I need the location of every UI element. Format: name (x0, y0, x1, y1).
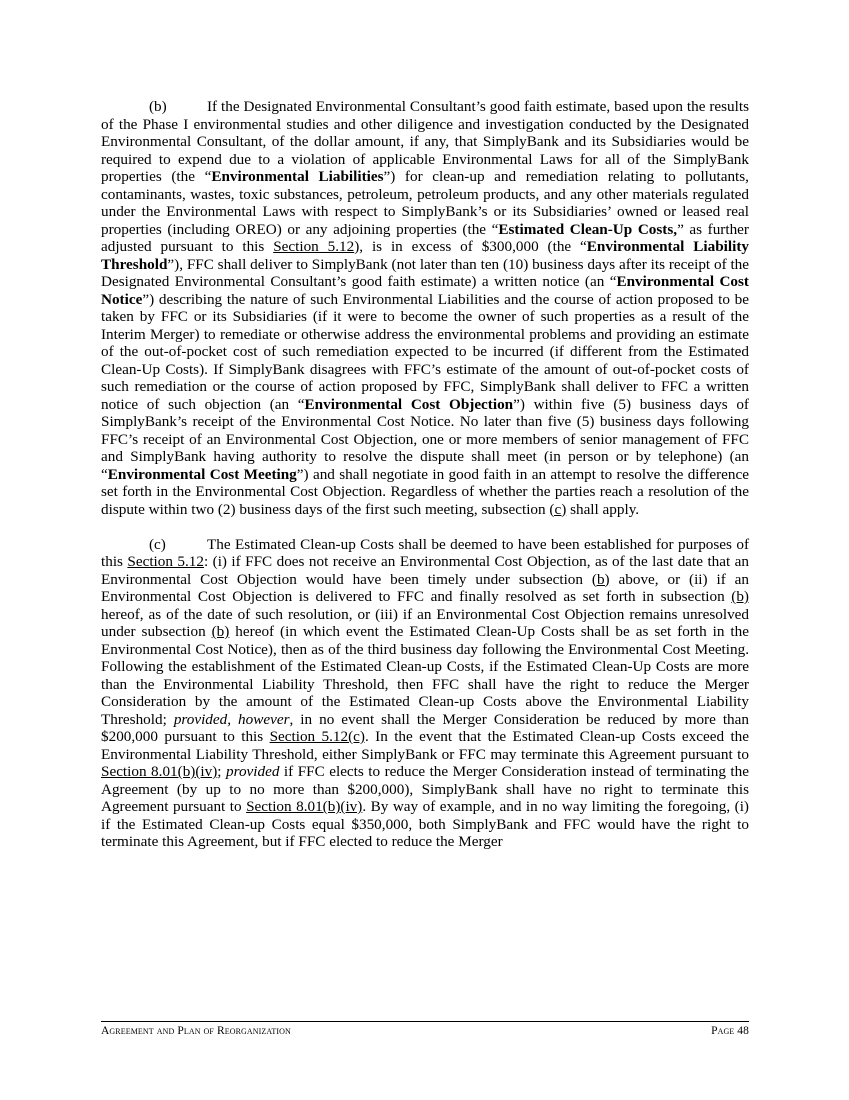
text-run: If the Designated Environmental Consultant’s good faith estimate, based upon the results of the Phase I environmental studies and other diligence and investigation conducted by the Designated Environmental Consultant, of the dollar amount, if any, that SimplyBank and its Subsidiaries would be required to expend due to a violation of applicable Environmental Laws for all of the SimplyBank properties (the “ (101, 98, 749, 185)
text-run: . By way of example, and in no way limiting the foregoing, (i) if the Estimated Clean-up Costs equal $350,000, both SimplyBank and FFC would have the right to terminate this Agreement, but if FFC elected to reduce the Merger (101, 798, 749, 850)
text-run: shall apply. (566, 500, 640, 518)
document-body (101, 98, 749, 851)
subsection-reference: (b) (591, 570, 610, 588)
section-reference: Section 5.12 (273, 238, 355, 255)
paragraph-b (101, 98, 749, 518)
section-reference: Section 8.01(b)(iv) (246, 798, 363, 815)
text-run: ; (217, 763, 226, 780)
text-run: hereof, as of the date of such resolution, or (iii) if an Environmental Cost Objection remains unresolved under subsection (101, 605, 749, 640)
text-run: , in no event shall the Merger Consideration be reduced by more than $200,000 pursuant to this (101, 710, 749, 745)
footer-document-title: Agreement and Plan of Reorganization (101, 1025, 291, 1037)
defined-term: Environmental Cost Meeting (107, 465, 297, 483)
text-run: ”) describing the nature of such Environmental Liabilities and the course of action proposed to be taken by FFC or its Subsidiaries (if it were to become the owner of such properties as a result of the Interim Merger) to remediate or otherwise address the environmental problems and providing an estimate of the out-of-pocket cost of such remediation expected to be incurred (if different from the Estimated Clean-Up Costs). If SimplyBank disagrees with FFC’s estimate of the amount of out-of-pocket costs of such remediation or the course of action proposed by FFC, SimplyBank shall deliver to FFC a written notice of such objection (an “ (101, 290, 749, 413)
text-run: . In the event that the Estimated Clean-up Costs exceed the Environmental Liability Threshold, either SimplyBank or FFC may terminate this Agreement pursuant to (101, 728, 749, 763)
text-run: ”) within five (5) business days of SimplyBank’s receipt of the Environmental Cost Notice. No later than five (5) business days following FFC’s receipt of an Environmental Cost Objection, one or more members of senior management of FFC and SimplyBank having authority to resolve the dispute shall meet (in person or by telephone) (an “ (101, 395, 749, 483)
section-reference: Section 8.01(b)(iv) (101, 763, 218, 780)
text-run: : (i) if FFC does not receive an Environmental Cost Objection, as of the last date that an Environmental Cost Objection would have been timely under subsection (101, 553, 749, 588)
paragraph-label: (c) (149, 535, 166, 553)
subsection-reference: (c) (549, 500, 567, 518)
text-run: ), is in excess of $300,000 (the “ (354, 238, 587, 255)
section-reference: Section 5.12 (127, 553, 204, 570)
paragraph-label: (b) (149, 98, 167, 115)
text-run: ”), FFC shall deliver to SimplyBank (not later than ten (10) business days after its receipt of the Designated Environmental Consultant’s good faith estimate) a written notice (an “ (101, 255, 749, 290)
text-run: hereof (in which event the Estimated Clean-Up Costs shall be as set forth in the Environmental Cost Notice), then as of the third business day following the Environmental Cost Meeting. Following the establishment of the Estimated Clean-up Costs, if the Estimated Clean-Up Costs are more than the Environmental Liability Threshold, then FFC shall have the right to reduce the Merger Consideration by the amount of the Estimated Clean-up Costs above the Environmental Liability Threshold; (101, 623, 749, 728)
text-run: The Estimated Clean-up Costs shall be deemed to have been established for purposes of this (101, 535, 749, 570)
text-run: if FFC elects to reduce the Merger Consideration instead of terminating the Agreement (by up to no more than $200,000), SimplyBank shall have no right to terminate this Agreement pursuant to (101, 763, 749, 815)
footer-page-number: Page 48 (711, 1025, 749, 1037)
section-reference: Section 5.12(c) (269, 728, 365, 745)
paragraph-c (101, 536, 749, 851)
text-run: ” as further adjusted pursuant to this (101, 220, 749, 255)
text-run: ”) and shall negotiate in good faith in an attempt to resolve the difference set forth in the Environmental Cost Objection. Regardless of whether the parties reach a resolution of the dispute within two (2) business days of the first such meeting, subsection (101, 465, 749, 518)
defined-term: Environmental Cost Objection (304, 395, 514, 413)
subsection-reference: (b) (211, 623, 230, 640)
text-run: above, or (ii) if an Environmental Cost Objection is delivered to FFC and finally resolved as set forth in subsection (101, 570, 749, 605)
subsection-reference: (b) (731, 588, 749, 605)
defined-term: Environmental Liabilities (211, 168, 384, 185)
defined-term: Estimated Clean-Up Costs, (498, 220, 678, 238)
defined-term: Environmental Cost Notice (101, 273, 749, 308)
page-footer (101, 1021, 749, 1037)
defined-term: Environmental Liability Threshold (101, 238, 749, 273)
text-run: ”) for clean-up and remediation relating to pollutants, contaminants, wastes, toxic substances, petroleum, petroleum products, and any other materials regulated under the Environmental Laws with respect to SimplyBank’s or its Subsidiaries’ owned or leased real properties (including OREO) or any adjoining properties (the “ (101, 168, 749, 238)
italic-proviso: provided, however (173, 710, 290, 728)
italic-proviso: provided (226, 763, 280, 780)
